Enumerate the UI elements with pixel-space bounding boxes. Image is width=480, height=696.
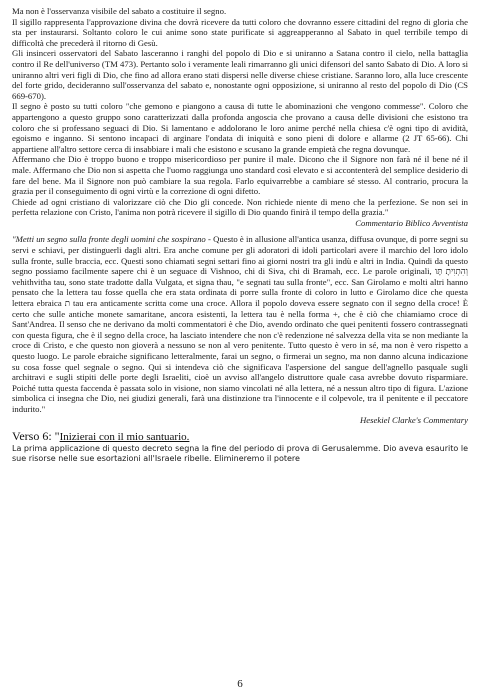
paragraph-intro-6: Chiede ad ogni cristiano di valorizzare ciò che Dio gli concede. Non richiede niente di meno che la perfezione. Se non sei in perfetta relazione con Cristo, l'anima non potrà ricevere il sigillo di Dio quando finirà il tempo della grazia." xyxy=(12,196,468,218)
page-number: 6 xyxy=(237,678,243,691)
paragraph-intro-2: Il sigillo rappresenta l'approvazione divina che dovrà ricevere da tutti coloro che dovranno essere cittadini del regno di gloria che sta per instaurarsi. Soltanto coloro le cui anime sono state purificate si aggreapperanno al Sabato in quel terribile tempo di difficoltà che precederà il ritorno di Gesù. xyxy=(12,16,468,48)
paragraph-intro-3: Gli insinceri osservatori del Sabato lasceranno i ranghi del popolo di Dio e si uniranno a Satana contro il cielo, nella battaglia contro il Re dell'universo (TM 473). Pertanto solo i veramente leali rimarranno gli unici difensori del santo Sabato di Dio. A loro si uniranno altri veri figli di Dio, che fino ad allora erano stati dispersi nelle diverse chiese cristiane. Saranno loro, alla luce crescente del forte grido, decideranno sull'osservanza del sabato e, nonostante ogni opposizione, si uniranno al resto del popolo di Dio (CS 669-670). xyxy=(12,48,468,101)
verse-open-quote: " xyxy=(54,429,60,444)
paragraph-intro-5: Affermano che Dio è troppo buono e troppo misericordioso per punire il male. Dicono che il Signore non farà né il bene né il male. Affermano che Dio non si aspetta che l'uomo raggiunga uno standard così elevato e si accontenterà del semplice desiderio di fare del bene. Ma il Signore non può cambiare la sua regola. Farlo equivarrebbe a cambiare sé stesso. Al contrario, procura la grazia per il conseguimento di ogni virtù e la correzione di ogni difetto. xyxy=(12,154,468,197)
paragraph-intro-4: Il segno è posto su tutti coloro "che gemono e piangono a causa di tutte le abominazioni che vengono commesse". Coloro che appartengono a questo gruppo sono caratterizzati dalla profonda angoscia che provano a causa delle divisioni che esistono tra coloro che si professano seguaci di Dio. Si lamentano e addolorano le loro anime perché nella chiesa c'è ogni tipo di avidità, egoismo e inganno. Si sentono incapaci di arginare l'ondata di iniquità e sono pieni di dolore e allarme (2 JT 65-66). Chi appartiene all'altro settore cerca di insabbiare i mali che esistono e scusano la grande empietà che regna dovunque. xyxy=(12,101,468,154)
clarke-quote-opening: "Metti un segno sulla fronte degli uomini che sospirano xyxy=(12,234,206,245)
verse-body: La prima applicazione di questo decreto segna la fine del periodo di prova di Gerusalemme. Dio aveva esaurito le sue risorse nelle sue esortazioni all'Israele ribelle. Elimineremo il potere xyxy=(12,444,468,464)
verse-ref: Verso 6: xyxy=(12,429,55,444)
attribution-clarke: Hesekiel Clarke's Commentary xyxy=(359,414,468,425)
document-page xyxy=(12,6,468,690)
verse-title: Inizierai con il mio santuario. xyxy=(59,431,190,444)
clarke-quote-text xyxy=(12,234,468,414)
clarke-quote xyxy=(12,234,468,425)
attribution-commentario: Commentario Biblico Avventista xyxy=(355,217,468,228)
verse-heading xyxy=(12,429,468,444)
paragraph-intro-1: Ma non è l'osservanza visibile del sabato a costituire il segno. xyxy=(12,6,227,16)
clarke-quote-body: - Questo è in allusione all'antica usanza, diffusa ovunque, di porre segni su servi e schiavi, per distinguerli dagli altri. Era anche comune per gli adoratori di idoli particolari avere il marchio del loro idolo sulla fronte, sulle braccia, ecc. Questi sono chiamati segni settari fino ai giorni nostri tra gli indù e altri in India. Quindi da questo segno possiamo facilmente sapere chi è un seguace di Vishnoo, chi di Siva, chi di Bramah, ecc. Le parole originali, וְהִתְוִיתָ תָּו vehithvitha tau, sono state tradotte dalla Vulgata, et signa thau, "e segnati tau sulla fronte", ecc. San Girolamo e molti altri hanno pensato che la lettera tau fosse quella che era stata ordinata di porre sulla fronte di coloro in lutto e Girolamo dice che questa lettera ebraica ת tau era anticamente scritta come una croce. Allora il popolo doveva essere segnato con il segno della croce! È certo che sulle antiche monete samaritane, ancora esistenti, la lettera tau è nella forma +, che è ciò che chiamiamo croce di Sant'Andrea. Il senso che ne derivano da molti commentatori è che Dio, avendo ordinato che quei penitenti fossero contrassegnati con questa figura, che è il segno della croce, ha lasciato intendere che non c'è redenzione né salvezza della vita se non mediante la croce di Cristo, e che questo non gioverà a nessuno se non al vero penitente. Tutto questo è vero in sé, ma non è vero rispetto a questo luogo. Le parole ebraiche significano letteralmente, farai un segno, o firmerai un segno, ma non danno alcuna indicazione su cosa fosse quel segnale o segno. Qui si intendeva ciò che significava l'aspersione del sangue dell'agnello pasquale sugli architravi e sugli stipiti delle porte degli Israeliti, cioè un avviso all'angelo distruttore quale casa avrebbe dovuto risparmiare. Poiché tutta questa faccenda è passata solo in visione, non siamo vincolati né alla lettera, né a nessun altro tipo di figura. L'azione simbolica ci insegna che Dio, nei giudizi generali, farà una distinzione tra l'innocente e il colpevole, tra il penitente e il peccatore indurito." xyxy=(12,234,468,414)
